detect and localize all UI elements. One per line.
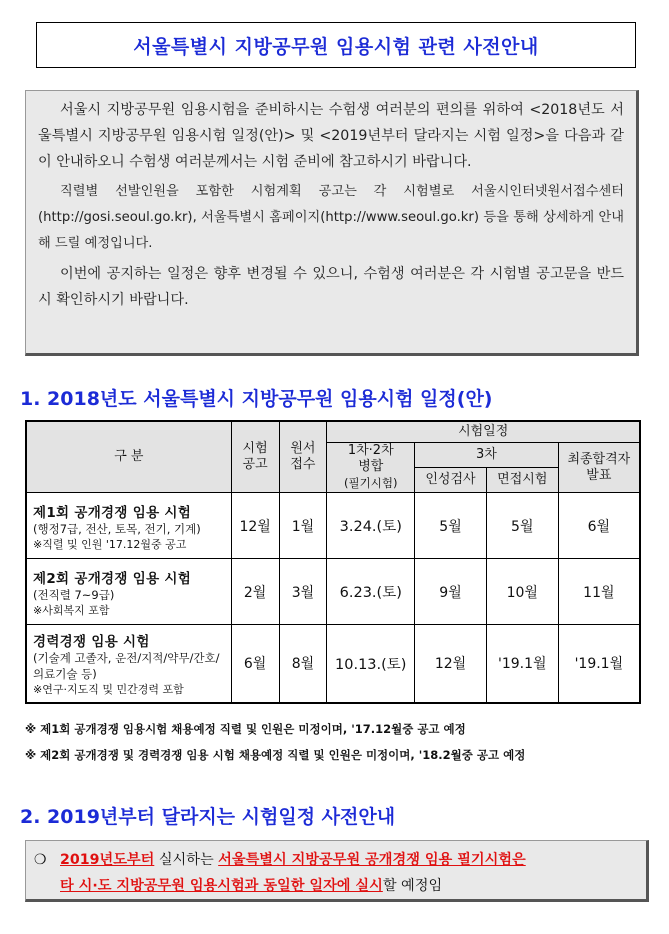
table-row	[26, 559, 640, 625]
exam-sub: (기술계 고졸자, 운전/지적/약무/간호/의료기술 등)	[33, 651, 220, 682]
exam-note: ※사회복지 포함	[33, 603, 110, 617]
header-final-text: 최종합격자 발표	[567, 451, 631, 483]
announce-cell: 6월	[231, 625, 279, 703]
header-written-sub: (필기시험)	[344, 476, 398, 490]
intro-paragraph-1: 서울시 지방공무원 임용시험을 준비하시는 수험생 여러분의 편의를 위하여 <2018년도 서울특별시 지방공무원 임용시험 일정(안)> 및 <2019년부터 달라지는 시험 일정>을 다음과 같이 안내하오니 수험생 여러분께서는 시험 준비에 참고하시기 바랍니다.	[38, 102, 624, 170]
header-schedule: 시험일정	[327, 421, 640, 443]
final-cell: 6월	[558, 493, 640, 559]
header-written-text: 1차·2차 병합	[347, 443, 394, 474]
personality-cell: 5월	[415, 493, 487, 559]
intro-box	[25, 90, 639, 356]
header-interview: 면접시험	[486, 468, 558, 493]
announce-cell: 12월	[231, 493, 279, 559]
schedule-notes	[25, 716, 525, 768]
header-announce-text: 시험 공고	[242, 441, 268, 472]
section-1-heading: 1. 2018년도 서울특별시 지방공무원 임용시험 일정(안)	[20, 388, 493, 410]
intro-paragraph-3: 이번에 공지하는 일정은 향후 변경될 수 있으니, 수험생 여러분은 각 시험별 공고문을 반드시 확인하시기 바랍니다.	[38, 266, 624, 308]
notice-line-1	[34, 847, 640, 873]
interview-cell: 5월	[486, 493, 558, 559]
exam-sub: (전직렬 7~9급)	[33, 587, 115, 602]
page-title: 서울특별시 지방공무원 임용시험 관련 사전안내	[133, 35, 539, 58]
notice-connector: 실시하는	[154, 852, 219, 868]
written-date-cell: 6.23.(토)	[327, 559, 415, 625]
exam-cell	[26, 559, 231, 625]
header-written	[327, 443, 415, 493]
intro-paragraph-2: 직렬별 선발인원을 포함한 시험계획 공고는 각 시험별로 서울시인터넷원서접수센터(http://gosi.seoul.go.kr), 서울특별시 홈페이지(http://www.seoul.go.kr) 등을 통해 상세하게 안내해 드릴 예정입니다.	[38, 184, 624, 251]
apply-cell: 1월	[279, 493, 327, 559]
exam-cell	[26, 625, 231, 703]
schedule-table	[25, 420, 641, 704]
header-apply	[279, 421, 327, 493]
notice-exam: 서울특별시 지방공무원 공개경쟁 임용 필기시험은	[218, 852, 526, 868]
header-personality: 인성검사	[415, 468, 487, 493]
final-cell: 11월	[558, 559, 640, 625]
announce-cell: 2월	[231, 559, 279, 625]
interview-cell: '19.1월	[486, 625, 558, 703]
interview-cell: 10월	[486, 559, 558, 625]
header-category: 구 분	[26, 421, 231, 493]
apply-cell: 3월	[279, 559, 327, 625]
notice-box	[25, 840, 649, 902]
exam-name: 제2회 공개경쟁 임용 시험	[33, 570, 192, 587]
header-apply-text: 원서 접수	[290, 441, 316, 472]
schedule-note-2: ※ 제2회 공개경쟁 및 경력경쟁 임용 시험 채용예정 직렬 및 인원은 미정이며, '18.2월중 공고 예정	[25, 748, 526, 762]
notice-year: 2019년도부터	[60, 852, 155, 868]
exam-name: 경력경쟁 임용 시험	[33, 634, 150, 651]
notice-end: 할 예정임	[382, 878, 443, 894]
notice-same-date: 타 시·도 지방공무원 임용시험과 동일한 일자에 실시	[60, 878, 383, 894]
header-final	[558, 443, 640, 493]
exam-cell	[26, 493, 231, 559]
exam-note: ※연구·지도직 및 민간경력 포함	[33, 683, 184, 697]
notice-line-2	[34, 873, 640, 899]
header-announce	[231, 421, 279, 493]
written-date-cell: 3.24.(토)	[327, 493, 415, 559]
table-row	[26, 625, 640, 703]
final-cell: '19.1월	[558, 625, 640, 703]
header-third: 3차	[415, 443, 559, 468]
section-2-heading: 2. 2019년부터 달라지는 시험일정 사전안내	[20, 806, 396, 828]
personality-cell: 9월	[415, 559, 487, 625]
table-row	[26, 493, 640, 559]
written-date-cell: 10.13.(토)	[327, 625, 415, 703]
bullet-circle-icon: ❍	[34, 852, 47, 868]
schedule-note-1: ※ 제1회 공개경쟁 임용시험 채용예정 직렬 및 인원은 미정이며, '17.12월중 공고 예정	[25, 722, 466, 736]
exam-note: ※직렬 및 인원 '17.12월중 공고	[33, 537, 187, 551]
page-title-box	[36, 22, 636, 68]
exam-sub: (행정7급, 전산, 토목, 전기, 기계)	[33, 521, 201, 536]
apply-cell: 8월	[279, 625, 327, 703]
personality-cell: 12월	[415, 625, 487, 703]
exam-name: 제1회 공개경쟁 임용 시험	[33, 504, 192, 521]
